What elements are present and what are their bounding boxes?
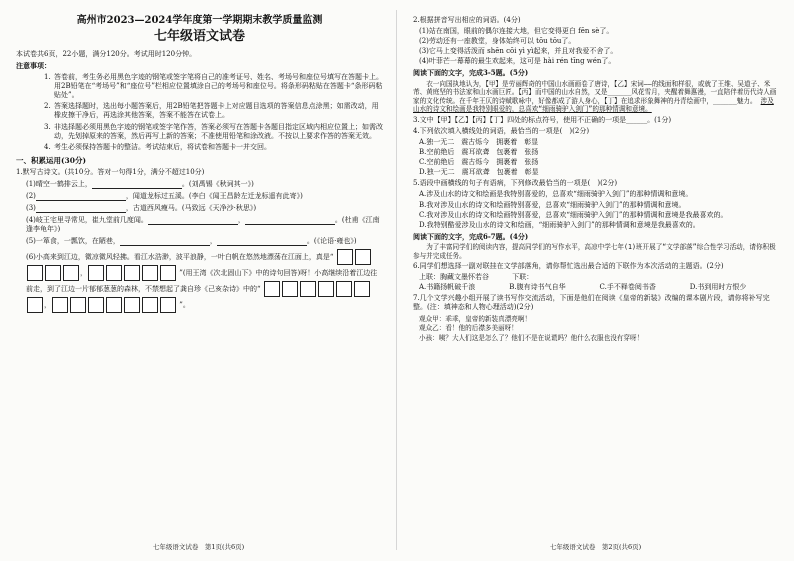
option-d[interactable]: D.独一无二 震耳欲聋 包裹着 彰显 [419, 168, 539, 177]
item-tail: 。(《论语·雍也》) [306, 237, 357, 246]
reading-heading-2: 阅读下面的文字，完成6-7题。(4分) [413, 231, 529, 241]
answer-box[interactable] [142, 265, 158, 281]
item-prefix: (2) [26, 191, 36, 200]
answer-box[interactable] [63, 265, 79, 281]
item-tail: 。(杜甫《江南逢李龟年》) [26, 215, 380, 234]
answer-blank[interactable] [217, 237, 307, 246]
note-number: 3. [44, 122, 51, 131]
item-suffix: ， [237, 215, 245, 224]
answer-box[interactable] [318, 281, 334, 297]
answer-blank[interactable] [36, 204, 126, 213]
page-footer: 七年级语文试卷 第2页(共6页) [549, 542, 642, 551]
answer-box[interactable] [52, 297, 68, 313]
note-text: 答案选择题时，选出每小题答案后，用2B铅笔把答题卡上对应题目选项的答案信息点涂黑；如需改动，用橡皮擦干净后，再选涂其他答案，答案不能答在试卷上。 [54, 102, 379, 120]
question-1: 1.默写古诗文。(共10分。答对一句得1分，满分不超过10分) [16, 167, 205, 176]
answer-box[interactable] [336, 281, 352, 297]
answer-blank[interactable] [120, 237, 210, 246]
q4-options [413, 138, 780, 177]
dialogue-line: 观众甲：乖乖，皇帝的新装真漂亮啊！ [419, 314, 532, 323]
item-prefix: (5)一箪食，一瓢饮，在陋巷， [26, 237, 120, 246]
section-heading: 一、积累运用(30分) [16, 155, 87, 165]
answer-box[interactable] [282, 281, 298, 297]
note-number: 1. [44, 73, 51, 82]
passage-text: 衣一向国执地认为，【甲】是劳丽辉奇的中国山水画画卷了唐诗，【乙】宋词——的线面和样很，或就了王维、吴道子、米芾、黄庭坚的书法家和山水画巨匠。【丙】而中国的山水自然，又是______风花雪月，夹醒着舞惠漫，一直陪伴着历代诗人画家的文化传统。在千年王仄的诗赋歌咏中，好像都成了游人身心，【丁】在追求形象舞神的丹青绘画中，______魅力。 [413, 79, 777, 105]
recitation-item [26, 237, 383, 246]
couplet-lower: 下联： [512, 273, 534, 282]
answer-blank[interactable] [245, 216, 335, 225]
notes-block [16, 61, 383, 152]
notes-list [16, 73, 383, 152]
note-text: 答卷前，考生务必用黑色字迹的钢笔或签字笔将自己的准考证号、姓名、考场号和座位号填写在答题卡上。用2B铅笔在“考场号”和“座位号”栏相应位置填涂自己的考场号和座位号。将条形码粘贴在答题卡“条形码粘贴处”。 [54, 73, 383, 100]
pinyin-item: (4)叶菲芒一幕幕的最生欢起来，这可是 hài rén tīng wén了。 [419, 57, 616, 66]
dialogue-line: 观众乙：看！他的后襟多美丽呀！ [419, 324, 518, 333]
pinyin-items [413, 27, 780, 66]
note-item [44, 123, 383, 141]
option-a[interactable]: A.书籍扬帆破千浪 [419, 283, 476, 292]
option-d[interactable]: D.书到用时方恨少 [689, 283, 747, 292]
answer-box[interactable] [27, 297, 43, 313]
item-prefix: (1)晴空一鹤排云上， [26, 179, 92, 188]
note-item [44, 73, 383, 100]
answer-blank[interactable] [36, 192, 126, 201]
pinyin-item: (2)劳动还有一座教堂，身体始终可以 tōu tōu了。 [419, 37, 576, 46]
pinyin-item: (1)站在南国，眼前的偶尔连接大地，但它变得更白 fēn sè了。 [419, 27, 614, 36]
question-4: 4.下列依次填入横线处的词语，最恰当的一项是( )(2分) [413, 126, 590, 135]
answer-box[interactable] [300, 281, 316, 297]
answer-box[interactable] [124, 265, 140, 281]
note-item [44, 143, 383, 152]
answer-box[interactable] [160, 297, 176, 313]
answer-box[interactable] [124, 297, 140, 313]
reading-passage-2: 为了丰富同学们的阅读内容，提高同学们的写作水平，高凉中学七年(1)班开展了“文学部落”综合性学习活动，请你积极参与并完成任务。 [413, 242, 776, 260]
item-suffix: ，古道西风瘦马。(马致远《天净沙·秋思》) [125, 203, 257, 212]
underlined-sentence: 涉及山水的诗文和绘画是我特别眼爱的，总喜欢“细雨骑驴入剑门”的那种情调和意境。 [413, 96, 774, 114]
exam-intro: 本试卷共6页，22小题，满分120分。考试用时120分钟。 [16, 49, 197, 58]
recitation-item [26, 192, 383, 201]
note-number: 2. [44, 102, 51, 111]
item-suffix: 。(刘禹锡《秋词其一》) [181, 179, 254, 188]
answer-box[interactable] [160, 265, 176, 281]
pinyin-item: (3)它马上变得活泼而 shēn cōi yì yì起来，并且对我爱不舍了。 [419, 47, 618, 56]
option-a[interactable]: A.涉及山水的诗文和绘画是我特别喜爱的，总喜欢“细雨骑驴入剑门”的那种情调和意境。 [419, 190, 693, 199]
note-number: 4. [44, 142, 51, 151]
recitation-items [16, 180, 383, 247]
q6-options [419, 283, 780, 292]
question-5: 5.语段中画横线的句子有语病，下列修改最恰当的一项是( )(2分) [413, 179, 618, 188]
note-text: 非选择题必须用黑色字迹的钢笔或签字笔作答，答案必须写在答题卡各题目指定区域内相应位置上；如需改动，先划掉原来的答案，然后再写上新的答案；不准使用铅笔和涂改液。不按以上要求作答的答案无效。 [54, 122, 383, 140]
note-item [44, 102, 383, 120]
couplet-upper: 上联：胸藏文墨怀若谷 [419, 273, 489, 282]
exam-header: 高州市2023—2024学年度第一学期期末教学质量监测 [76, 15, 323, 26]
answer-box[interactable] [88, 265, 104, 281]
option-b[interactable]: B.腹有诗书气自华 [509, 283, 566, 292]
answer-box[interactable] [27, 265, 43, 281]
answer-blank[interactable] [92, 180, 182, 189]
couplet-line [419, 273, 780, 282]
reading-heading-1: 阅读下面的文字，完成3-5题。(5分) [413, 68, 529, 78]
option-c[interactable]: C.我对涉及山水的诗文和绘画特别喜爱，总喜欢“细雨骑驴入剑门”的那种情调和意境是我最喜欢的。 [419, 210, 728, 219]
question-2: 2.根据拼音写出相应的词语。(4分) [413, 16, 521, 24]
q6-text-b: ”(用王湾《次北固山下》中的诗句回答)呀！小高继续沿着江边往前走，到了江边一片郁郁葱葱的森林，不禁想起了龚自珍《己亥杂诗》中的“ [26, 269, 378, 294]
page-footer: 七年级语文试卷 第1页(共6页) [152, 542, 245, 551]
question-7: 7.几个文学兴趣小组开展了读书写作交流活动，下面是他们在阅读《皇帝的新装》改编的课本剧片段，请你将补写完整。(注：填神态和人物心理活动)(2分) [413, 294, 770, 312]
q6-text-a: (6)小高来到江边，微凉微风轻拂。看江水浩渺，波平浪静，一叶白帆在悠然地漂荡在江面上，真是“ [26, 253, 334, 262]
answer-box[interactable] [264, 281, 280, 297]
item-prefix: (4)岐王宅里寻常见，崔九堂前几度闻。 [26, 215, 148, 224]
answer-box[interactable] [337, 249, 353, 265]
question-1-6: (6)小高来到江边，微凉微风轻拂。看江水浩渺，波平浪静，一叶白帆在悠然地漂荡在江面上，真是“ ， ”(用王湾《次北固山下》中的诗句回答)呀！小高继续沿着江边往前走，到了江边一片郁郁葱葱的森林，不禁想起了龚自珍《己亥杂诗》中的“ ， ”。 [26, 249, 383, 313]
dialogue-line: 小孩：咦？大人们这是怎么了？他们不是在说谎吗？他什么衣服也没有穿呀！ [419, 333, 644, 342]
q5-options [413, 190, 780, 229]
item-suffix: ， [209, 237, 217, 246]
option-d[interactable]: D.我特别酷爱涉及山水的诗文和绘画，“细雨骑驴入剑门”的那种情调和意境是我最喜欢的。 [419, 220, 700, 229]
answer-box[interactable] [106, 297, 122, 313]
answer-box[interactable] [142, 297, 158, 313]
option-b[interactable]: B.我对涉及山水的诗文和绘画特别喜爱，总喜欢“细雨骑驴入剑门”的那种情调和意境。 [419, 200, 686, 209]
exam-title: 七年级语文试卷 [153, 29, 245, 44]
answer-box[interactable] [354, 281, 370, 297]
answer-box[interactable] [45, 265, 61, 281]
option-b[interactable]: B.空前绝后 震耳欲聋 包裹着 张扬 [419, 148, 539, 157]
option-a[interactable]: A.独一无二 震古烁今 拥裹着 彰显 [419, 138, 539, 146]
answer-box[interactable] [355, 249, 371, 265]
recitation-item [26, 180, 383, 189]
answer-box[interactable] [88, 297, 104, 313]
recitation-item [26, 204, 383, 213]
answer-box[interactable] [106, 265, 122, 281]
item-prefix: (3) [26, 203, 36, 212]
reading-passage-1 [413, 80, 780, 114]
question-3: 3.文中【甲】【乙】【丙】【丁】四处的标点符号，使用不正确的一项是______。(1分) [413, 115, 672, 124]
recitation-item [26, 216, 383, 234]
option-c[interactable]: C.空前绝后 震古烁今 拥裹着 张扬 [419, 158, 539, 167]
exam-page-2 [397, 0, 794, 561]
answer-blank[interactable] [148, 216, 238, 225]
item-suffix: ，闻道龙标过五溪。(李白《闻王昌龄左迁龙标遥有此寄》) [125, 191, 303, 200]
note-text: 考生必须保持答题卡的整洁。考试结束后，将试卷和答题卡一并交回。 [54, 142, 271, 151]
answer-box[interactable] [70, 297, 86, 313]
q6-text-c: ”。 [179, 301, 190, 310]
question-6: 6.同学们想选择一副对联挂在文学部落角，请你帮忙选出最合适的下联作为本次活动的主题语。(2分) [413, 262, 724, 271]
notes-label: 注意事项： [16, 60, 51, 70]
option-c[interactable]: C.手不释卷阅书香 [599, 283, 656, 292]
